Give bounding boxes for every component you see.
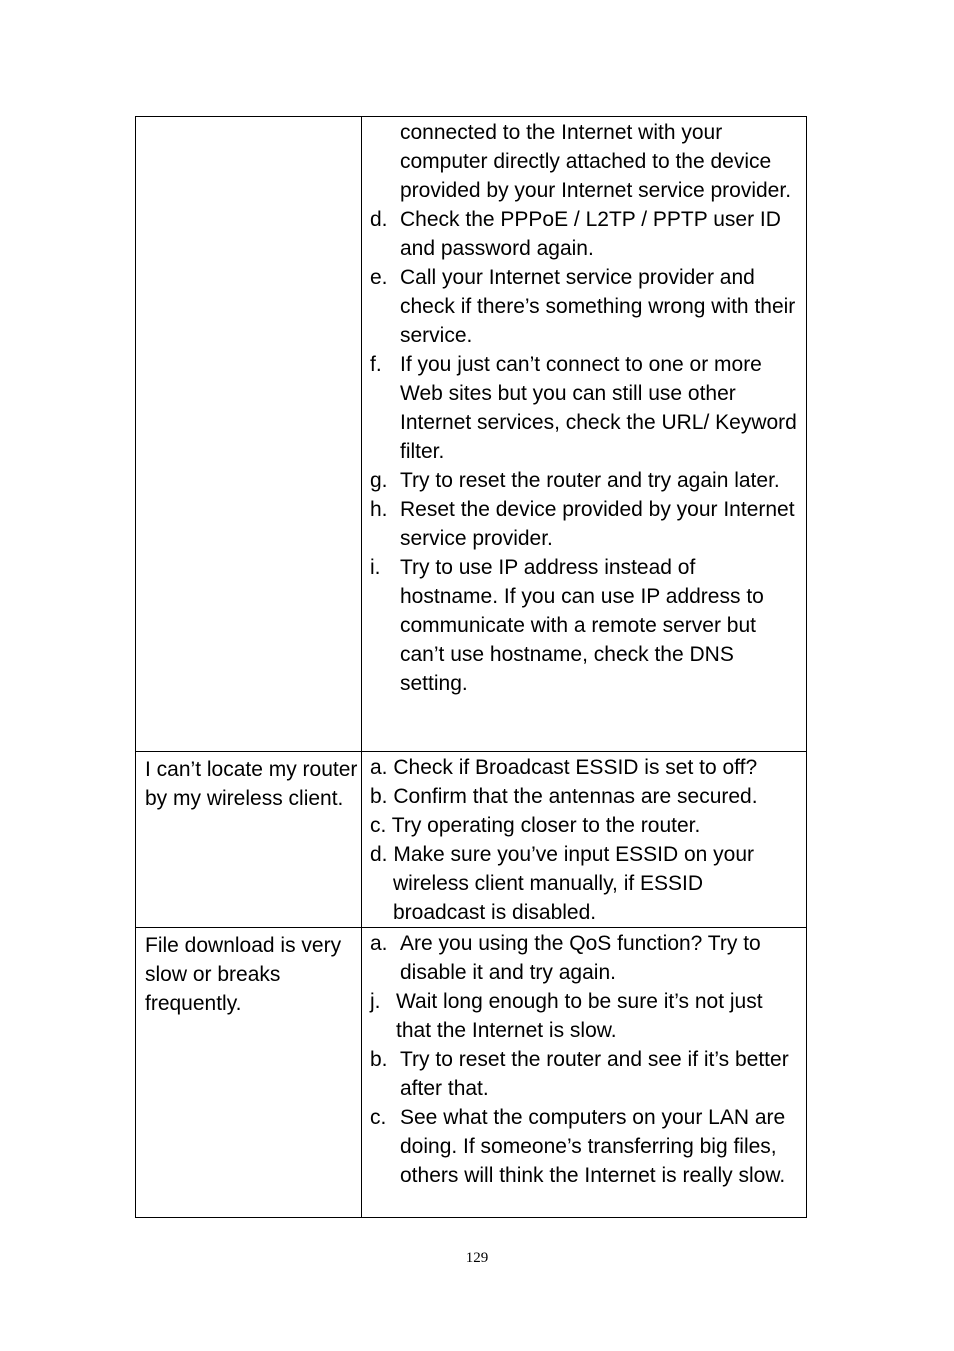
- table-row: [136, 928, 807, 1218]
- list-text: Are you using the QoS function? Try to disable it and try again.: [400, 932, 761, 984]
- list-marker: a.: [370, 932, 388, 955]
- solution-cell: [362, 928, 807, 1218]
- list-marker: j.: [370, 990, 381, 1013]
- list-item: [370, 495, 798, 553]
- list-marker: e.: [370, 266, 388, 289]
- solution-cell: [362, 117, 807, 752]
- list-item: [370, 553, 798, 698]
- list-item: [370, 466, 798, 495]
- page-number: 129: [465, 1250, 489, 1266]
- issue-cell: [136, 928, 362, 1218]
- list-item: a. Check if Broadcast ESSID is set to off?: [370, 756, 758, 779]
- list-marker: f.: [370, 353, 382, 376]
- list-text: If you just can’t connect to one or more Web sites but you can still use other Internet services, check the URL/ Keyword filter.: [400, 353, 797, 463]
- list-item-continuation: connected to the Internet with your computer directly attached to the device provided by your Internet service provider.: [400, 121, 792, 202]
- list-marker: b.: [370, 1048, 388, 1071]
- list-item: [370, 1103, 798, 1190]
- list-marker: h.: [370, 498, 388, 521]
- list-text: Call your Internet service provider and check if there’s something wrong with their service.: [400, 266, 796, 347]
- solution-cell: [362, 752, 807, 928]
- list-marker: g.: [370, 469, 388, 492]
- list-item: d. Make sure you’ve input ESSID on your wireless client manually, if ESSID broadcast is disabled.: [370, 843, 755, 924]
- list-item: c. Try operating closer to the router.: [370, 814, 701, 837]
- list-item: [370, 263, 798, 350]
- list-item: [370, 350, 798, 466]
- issue-cell: [136, 117, 362, 752]
- list-text: Check the PPPoE / L2TP / PPTP user ID and password again.: [400, 208, 781, 260]
- table-row: [136, 117, 807, 752]
- list-item: [370, 205, 798, 263]
- list-marker: c.: [370, 1106, 387, 1129]
- list-marker: i.: [370, 556, 381, 579]
- table-row: [136, 752, 807, 928]
- issue-text: [136, 117, 361, 120]
- list-marker: d.: [370, 208, 388, 231]
- list-text: Try to reset the router and see if it’s better after that.: [400, 1048, 789, 1100]
- list-item: [370, 1045, 798, 1103]
- issue-text: File download is very slow or breaks frequently.: [145, 934, 342, 1015]
- list-item: b. Confirm that the antennas are secured.: [370, 785, 758, 808]
- list-text: See what the computers on your LAN are doing. If someone’s transferring big files, others will think the Internet is really slow.: [400, 1106, 786, 1187]
- list-item: [370, 929, 798, 987]
- list-text: Reset the device provided by your Internet service provider.: [400, 498, 795, 550]
- list-text: Wait long enough to be sure it’s not just that the Internet is slow.: [396, 990, 763, 1042]
- issue-cell: [136, 752, 362, 928]
- troubleshooting-table: [135, 116, 807, 1218]
- list-item: [370, 987, 798, 1045]
- list-text: Try to reset the router and try again later.: [400, 469, 780, 492]
- list-text: Try to use IP address instead of hostname. If you can use IP address to communicate with a remote server but can’t use hostname, check the DNS setting.: [400, 556, 764, 695]
- issue-text: I can’t locate my router by my wireless client.: [145, 758, 358, 810]
